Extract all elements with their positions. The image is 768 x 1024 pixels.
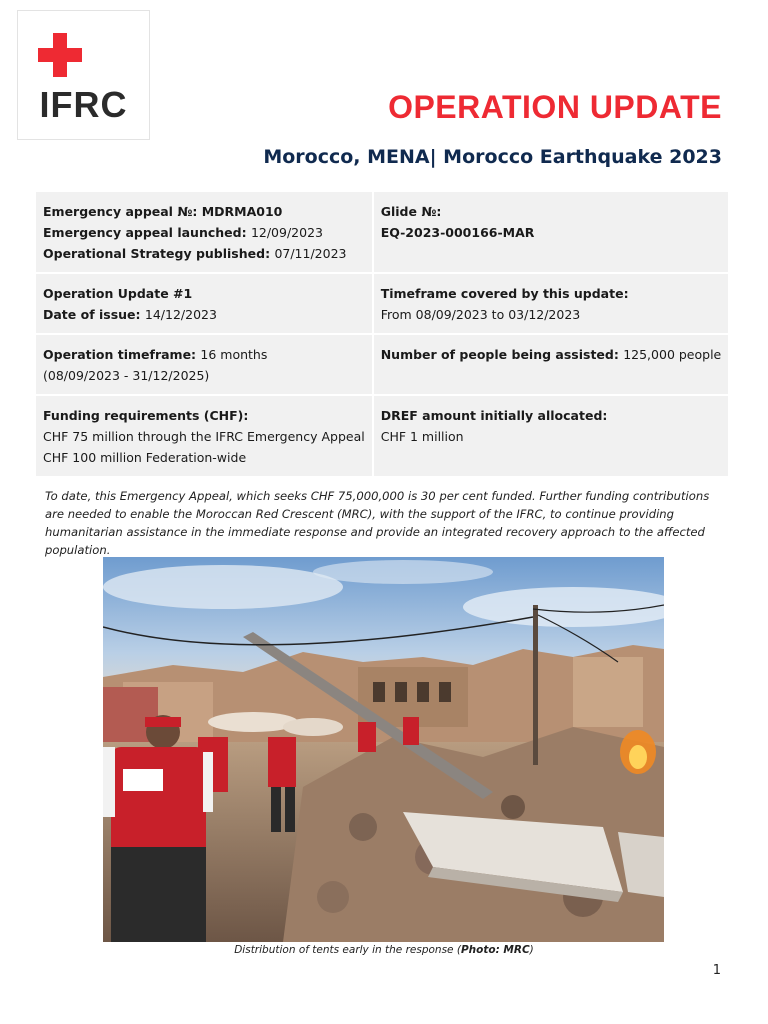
launched-label: Emergency appeal launched:	[43, 225, 251, 240]
people-label: Number of people being assisted:	[380, 347, 624, 362]
table-row	[36, 334, 728, 395]
caption-credit: Photo: MRC	[460, 944, 530, 956]
glide-cell	[373, 192, 729, 273]
glide-value: EQ-2023-000166-MAR	[380, 225, 535, 240]
funding-cell	[36, 395, 373, 477]
dref-value: CHF 1 million	[380, 429, 464, 444]
dref-cell	[373, 395, 729, 477]
issue-value: 14/12/2023	[144, 307, 217, 322]
funding-summary-paragraph: To date, this Emergency Appeal, which seeks CHF 75,000,000 is 30 per cent funded. Further funding contributions are needed to enable the Moroccan Red Crescent (MRC), with the support of the IFRC, to continue providing humanitarian assistance in the immediate response and provide an integrated recovery approach to the affected population.	[45, 489, 710, 557]
appeal-no-value: MDRMA010	[201, 204, 283, 219]
caption-suffix: )	[529, 944, 534, 956]
appeal-details-cell	[36, 192, 373, 273]
timeframe-covered-cell	[373, 273, 729, 334]
earthquake-response-photo	[103, 557, 664, 942]
red-cross-crescent-icon	[38, 33, 130, 81]
caption-text: Distribution of tents early in the response (	[234, 944, 461, 956]
operation-timeframe-cell	[36, 334, 373, 395]
strategy-label: Operational Strategy published:	[43, 246, 275, 261]
document-title: Morocco, MENA| Morocco Earthquake 2023	[263, 146, 722, 168]
people-value: 125,000 people	[623, 347, 722, 362]
people-assisted-cell	[373, 334, 729, 395]
document-type-heading: OPERATION UPDATE	[388, 89, 722, 125]
table-row	[36, 395, 728, 477]
op-timeframe-value: 16 months	[200, 347, 268, 362]
funding-label: Funding requirements (CHF):	[43, 408, 249, 423]
table-row	[36, 273, 728, 334]
timeframe-covered-value: From 08/09/2023 to 03/12/2023	[380, 307, 581, 322]
photo-illustration	[103, 557, 664, 942]
strategy-value: 07/11/2023	[274, 246, 347, 261]
logo-text: IFRC	[39, 84, 128, 125]
op-timeframe-dates: (08/09/2023 - 31/12/2025)	[43, 368, 210, 383]
operation-info-table	[36, 192, 728, 478]
update-cell	[36, 273, 373, 334]
timeframe-covered-label: Timeframe covered by this update:	[380, 286, 629, 301]
ifrc-logo	[17, 10, 150, 140]
funding-line-2: CHF 100 million Federation-wide	[43, 450, 247, 465]
dref-label: DREF amount initially allocated:	[380, 408, 608, 423]
launched-value: 12/09/2023	[250, 225, 323, 240]
glide-label: Glide №:	[380, 204, 442, 219]
op-timeframe-label: Operation timeframe:	[43, 347, 201, 362]
update-label: Operation Update #1	[43, 286, 193, 301]
photo-caption	[0, 944, 768, 956]
table-row	[36, 192, 728, 273]
issue-label: Date of issue:	[43, 307, 145, 322]
funding-line-1: CHF 75 million through the IFRC Emergency Appeal	[43, 429, 365, 444]
appeal-no-label: Emergency appeal №:	[43, 204, 202, 219]
page-number: 1	[712, 963, 721, 978]
